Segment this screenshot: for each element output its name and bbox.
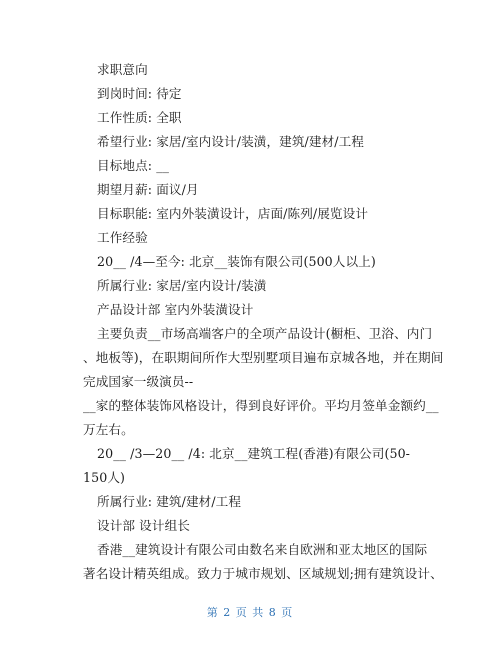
job-entry-1-description: 完成国家一级演员-- [83, 374, 194, 389]
job-entry-1-industry: 所属行业: 家居/室内设计/装潢 [97, 278, 267, 293]
field-desired-industry: 希望行业: 家居/室内设计/装潢，建筑/建材/工程 [97, 134, 364, 149]
field-target-function: 目标职能: 室内外装潢设计，店面/陈列/展览设计 [97, 206, 369, 221]
field-expected-salary: 期望月薪: 面议/月 [97, 182, 199, 197]
job-entry-1-department: 产品设计部 室内外装潢设计 [97, 302, 254, 317]
page-number-footer: 第 2 页 共 8 页 [206, 606, 294, 619]
job-entry-1-description: 主要负责__市场高端客户的全项产品设计(橱柜、卫浴、内门 [97, 326, 433, 341]
job-entry-2-department: 设计部 设计组长 [97, 518, 190, 533]
job-entry-2-header: 20__ /3—20__ /4: 北京__建筑工程(香港)有限公司(50- [97, 446, 411, 461]
job-entry-1-header: 20__ /4—至今: 北京__装饰有限公司(500人以上) [97, 254, 376, 269]
job-entry-2-description: 香港__建筑设计有限公司由数名来自欧洲和亚太地区的国际 [97, 542, 428, 557]
field-start-date: 到岗时间: 待定 [97, 86, 182, 101]
job-entry-2-description: 著名设计精英组成。致力于城市规划、区域规划;拥有建筑设计、 [83, 566, 443, 581]
job-entry-2-header: 150人) [83, 470, 126, 485]
job-entry-1-description: 、地板等)，在职期间所作大型别墅项目遍布京城各地，并在期间 [83, 350, 444, 365]
job-entry-2-industry: 所属行业: 建筑/建材/工程 [97, 494, 242, 509]
job-entry-1-description: 万左右。 [83, 422, 134, 437]
job-entry-1-description: __家的整体装饰风格设计，得到良好评价。平均月签单金额约__ [83, 398, 439, 413]
field-job-type: 工作性质: 全职 [97, 110, 182, 125]
section-heading-work-experience: 工作经验 [97, 230, 148, 245]
field-target-location: 目标地点: __ [97, 158, 170, 173]
section-heading-job-intention: 求职意向 [97, 62, 148, 77]
